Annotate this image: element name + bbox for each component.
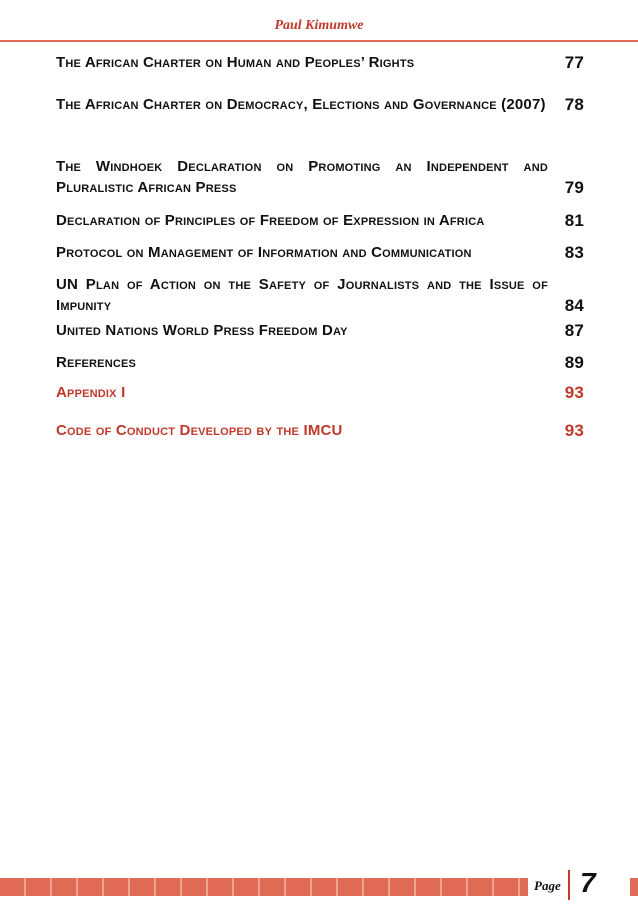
toc-entry-protocol-information[interactable]: [56, 242, 584, 263]
toc-entry-title: The Windhoek Declaration on Promoting an Independent and Pluralistic African Press: [56, 158, 548, 196]
toc-entry-african-charter-democracy[interactable]: [56, 94, 584, 115]
page-number-divider: [568, 870, 570, 900]
toc-entry-page: 87: [564, 321, 584, 340]
toc-entry-title: Declaration of Principles of Freedom of Expression in Africa: [56, 212, 485, 229]
toc-entry-code-of-conduct[interactable]: [56, 420, 584, 441]
toc-entry-african-charter-human-rights[interactable]: [56, 52, 584, 73]
toc-entry-page: 83: [564, 243, 584, 262]
toc-entry-title: UN Plan of Action on the Safety of Journalists and the Issue of Impunity: [56, 276, 548, 314]
toc-entry-un-plan-of-action[interactable]: [56, 274, 584, 316]
toc-entry-declaration-freedom-expression[interactable]: [56, 210, 584, 231]
toc-entry-page: 84: [564, 296, 584, 315]
toc-entry-page: 93: [564, 383, 584, 402]
toc-entry-page: 89: [564, 353, 584, 372]
toc-entry-title: Appendix I: [56, 384, 126, 401]
toc-entry-page: 78: [564, 95, 584, 114]
toc-entry-page: 79: [564, 178, 584, 197]
toc-entry-page: 81: [564, 211, 584, 230]
toc-entry-world-press-freedom-day[interactable]: [56, 320, 584, 341]
toc-entry-title: The African Charter on Human and Peoples’ Rights: [56, 54, 415, 71]
page-number-box: [528, 866, 630, 904]
toc-entry-windhoek-declaration[interactable]: [56, 156, 584, 198]
toc-entry-title: References: [56, 354, 137, 371]
page-label: Page: [534, 878, 561, 893]
page-number: 7: [580, 867, 596, 898]
running-header-author: Paul Kimumwe: [274, 18, 364, 33]
toc-entry-appendix-i[interactable]: [56, 382, 584, 403]
toc-entry-page: 77: [564, 53, 584, 72]
toc-entry-page: 93: [564, 421, 584, 440]
toc-entry-title: United Nations World Press Freedom Day: [56, 322, 348, 339]
toc-entry-references[interactable]: [56, 352, 584, 373]
toc-entry-title: Protocol on Management of Information and Communication: [56, 244, 472, 261]
toc-entry-title: The African Charter on Democracy, Elections and Governance (2007): [56, 96, 546, 113]
header-divider: [0, 40, 638, 42]
toc-entry-title: Code of Conduct Developed by the IMCU: [56, 422, 343, 439]
